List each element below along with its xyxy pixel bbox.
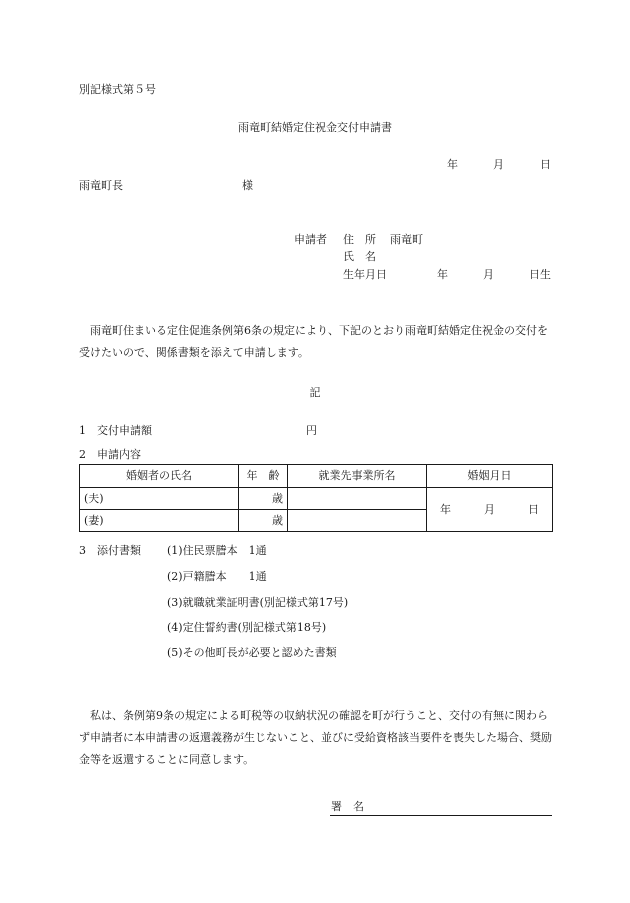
application-details-table <box>79 464 553 532</box>
attached-doc-4: (4)定住誓約書(別記様式第18号) <box>167 621 327 634</box>
date-year-label: 年 <box>447 158 458 171</box>
table-header-row <box>80 465 553 488</box>
signature-label: 署 名 <box>331 800 364 813</box>
table-row-husband <box>80 488 553 510</box>
wife-name-cell[interactable]: (妻) <box>80 510 239 532</box>
header-employer: 就業先事業所名 <box>288 465 427 488</box>
wife-age-cell[interactable]: 歳 <box>239 510 288 532</box>
birth-month-label: 月 <box>483 268 494 281</box>
signature-line[interactable] <box>330 815 552 816</box>
ki-heading: 記 <box>309 386 321 399</box>
birth-day-label: 日生 <box>529 268 551 281</box>
item3-label: 添付書類 <box>97 544 141 557</box>
marriage-month-label: 月 <box>484 502 495 516</box>
header-spouse-name: 婚姻者の氏名 <box>80 465 239 488</box>
date-month-label: 月 <box>493 158 504 171</box>
marriage-day-label: 日 <box>528 502 539 516</box>
address-value: 雨竜町 <box>390 233 423 246</box>
item1-number: 1 <box>79 424 86 437</box>
item3-number: 3 <box>79 544 86 557</box>
attached-doc-3: (3)就職就業証明書(別記様式第17号) <box>167 596 349 609</box>
wife-employer-cell[interactable] <box>288 510 427 532</box>
document-title: 雨竜町結婚定住祝金交付申請書 <box>238 121 392 134</box>
form-number: 別記様式第５号 <box>79 83 156 96</box>
addressee-honorific: 様 <box>242 179 253 192</box>
husband-name-cell[interactable]: (夫) <box>80 488 239 510</box>
item2-number: 2 <box>79 448 86 461</box>
addressee-name: 雨竜町長 <box>79 179 123 192</box>
header-marriage-date: 婚姻月日 <box>427 465 553 488</box>
item1-label: 交付申請額 <box>97 424 152 437</box>
attached-doc-2: (2)戸籍謄本 1通 <box>167 570 267 583</box>
application-body-text: 雨竜町住まいる定住促進条例第6条の規定により、下記のとおり雨竜町結婚定住祝金の交付を受けたいので、関係書類を添えて申請します。 <box>79 324 548 359</box>
birth-date-label: 生年月日 <box>343 268 387 281</box>
name-label: 氏 名 <box>343 250 376 263</box>
birth-year-label: 年 <box>437 268 448 281</box>
header-age: 年 齢 <box>239 465 288 488</box>
husband-employer-cell[interactable] <box>288 488 427 510</box>
marriage-year-label: 年 <box>440 502 451 516</box>
date-day-label: 日 <box>540 158 551 171</box>
marriage-date-cell[interactable] <box>427 488 553 532</box>
attached-doc-5: (5)その他町長が必要と認めた書類 <box>167 646 337 659</box>
address-label: 住 所 <box>343 233 376 246</box>
item1-yen-unit: 円 <box>306 424 317 437</box>
item2-label: 申請内容 <box>97 448 141 461</box>
husband-age-cell[interactable]: 歳 <box>239 488 288 510</box>
consent-text: 私は、条例第9条の規定による町税等の収納状況の確認を町が行うこと、交付の有無に関わらず申請者に本申請書の返還義務が生じないこと、並びに受給資格該当要件を喪失した場合、奨励金等を返還することに同意します。 <box>79 709 552 766</box>
attached-doc-1: (1)住民票謄本 1通 <box>167 544 267 557</box>
applicant-label: 申請者 <box>294 233 327 246</box>
